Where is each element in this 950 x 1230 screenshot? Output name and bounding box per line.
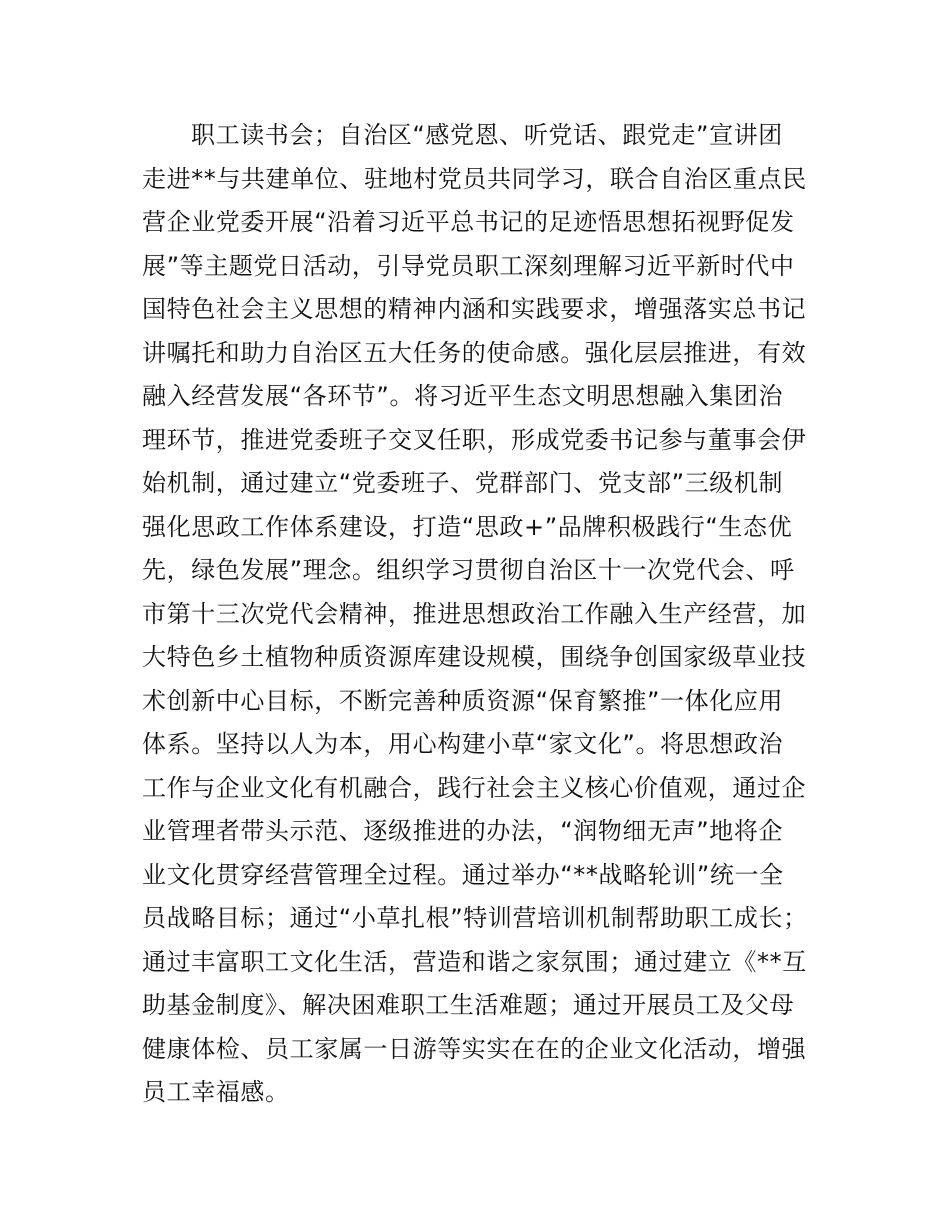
paragraph-line: 助基金制度》、解决困难职工生活难题；通过开展员工及父母 bbox=[142, 991, 795, 1019]
paragraph-line: 始机制，通过建立“党委班子、党群部门、党支部”三级机制 bbox=[142, 469, 784, 497]
paragraph-line: 走进**与共建单位、驻地村党员共同学习，联合自治区重点民 bbox=[142, 164, 807, 193]
paragraph-line: 营企业党委开展“沿着习近平总书记的足迹悟思想拓视野促发 bbox=[142, 208, 795, 236]
paragraph-line: 讲嘱托和助力自治区五大任务的使命感。强化层层推进，有效 bbox=[142, 338, 807, 367]
paragraph-line: 融入经营发展“各环节”。将习近平生态文明思想融入集团治 bbox=[142, 382, 784, 410]
paragraph-line: 体系。坚持以人为本，用心构建小草“家文化”。将思想政治 bbox=[142, 730, 784, 758]
paragraph-line: 市第十三次党代会精神，推进思想政治工作融入生产经营，加 bbox=[142, 599, 807, 628]
paragraph-line: 国特色社会主义思想的精神内涵和实践要求，增强落实总书记 bbox=[142, 295, 807, 323]
paragraph-line: 业文化贯穿经营管理全过程。通过举办“**战略轮训”统一全 bbox=[142, 860, 784, 889]
body-paragraph bbox=[142, 114, 842, 1115]
paragraph-line: 健康体检、员工家属一日游等实实在在的企业文化活动，增强 bbox=[142, 1034, 807, 1063]
paragraph-line: 大特色乡土植物种质资源库建设规模，围绕争创国家级草业技 bbox=[142, 643, 807, 671]
paragraph-line: 员工幸福感。 bbox=[142, 1078, 290, 1106]
paragraph-line: 通过丰富职工文化生活，营造和谐之家氛围；通过建立《**互 bbox=[142, 947, 807, 976]
paragraph-line: 强化思政工作体系建设，打造“思政+”品牌积极践行“生态优 bbox=[142, 512, 793, 541]
paragraph-line: 工作与企业文化有机融合，践行社会主义核心价值观，通过企 bbox=[142, 773, 807, 802]
paragraph-line: 职工读书会；自治区“感党恩、听党话、跟党走”宣讲团 bbox=[191, 121, 783, 149]
paragraph-line: 员战略目标；通过“小草扎根”特训营培训机制帮助职工成长； bbox=[142, 904, 808, 932]
paragraph-line: 业管理者带头示范、逐级推进的办法，“润物细无声”地将企 bbox=[142, 817, 784, 845]
paragraph-line: 理环节，推进党委班子交叉任职，形成党委书记参与董事会伊 bbox=[142, 425, 807, 454]
paragraph-line: 展”等主题党日活动，引导党员职工深刻理解习近平新时代中 bbox=[142, 251, 795, 280]
paragraph-line: 先，绿色发展”理念。组织学习贯彻自治区十一次党代会、呼 bbox=[142, 556, 795, 584]
paragraph-line: 术创新中心目标，不断完善种质资源“保育繁推”一体化应用 bbox=[142, 686, 784, 715]
